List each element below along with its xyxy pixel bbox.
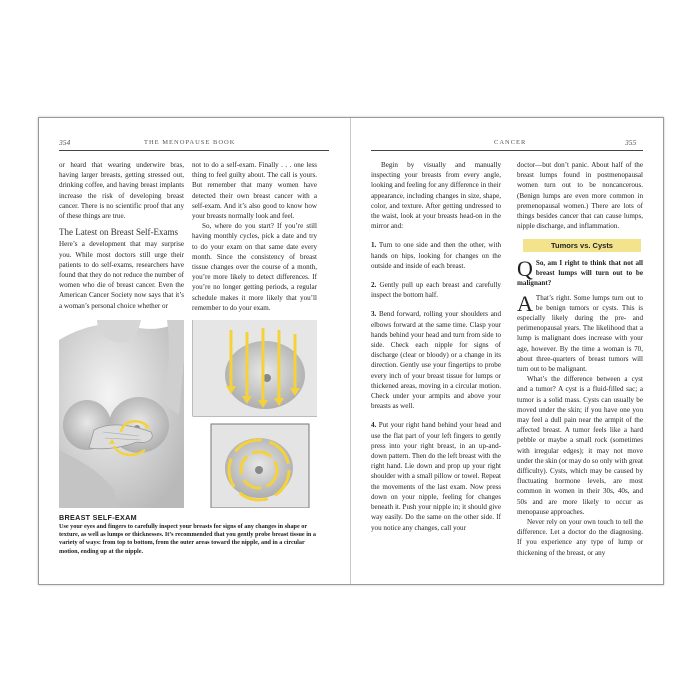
left-column-2 <box>192 160 317 313</box>
book-spread <box>38 117 664 585</box>
left-column-1 <box>59 160 184 311</box>
q-dropcap: Q <box>517 256 533 281</box>
step-number: 1. <box>371 241 377 250</box>
sidebar-qa <box>517 258 643 558</box>
step-2 <box>371 280 501 300</box>
paragraph: or heard that wearing underwire bras, having larger breasts, getting stressed out, drinking coffee, and having breast implants increase the risk of developing breast cancer. There is no scientific proof that any of these things are true. <box>59 161 184 221</box>
right-page-number: 355 <box>625 138 637 147</box>
question <box>517 258 643 289</box>
paragraph: Here’s a development that may surprise you. While most doctors still urge their patients to do self-exams, researchers have found that they do not reduce the number of women who die of breast cancer. Even the American Cancer Society now says that it’s a woman’s personal choice whether or <box>59 240 184 310</box>
answer <box>517 290 643 375</box>
step-4 <box>371 420 501 532</box>
step-3 <box>371 309 501 411</box>
step-number: 3. <box>371 310 377 319</box>
step-number: 4. <box>371 421 377 430</box>
paragraph: doctor—but don’t panic. About half of the breast lumps found in postmenopausal women turn out to be noncancerous. (Benign lumps are even more common in premenopausal women.) There are lots of things besides cancer that can cause lumps, nipple discharge, and inflammation. <box>517 161 643 231</box>
inset-vertical-pattern <box>193 320 317 416</box>
left-header-rule <box>59 150 329 151</box>
left-page-number: 354 <box>59 138 71 147</box>
torso-figure <box>59 320 184 508</box>
sidebar-title: Tumors vs. Cysts <box>523 239 641 252</box>
right-column-1 <box>371 160 501 533</box>
figure-caption: Use your eyes and fingers to carefully inspect your breasts for signs of any changes in shape or texture, as well as lumps or thicknesses. It’s recommended that you gently probe breast tissue in a variety of ways: from top to bottom, from the outer areas toward the nipple, and in a circular motion, ending up at the nipple. <box>59 523 317 555</box>
inset-circular-pattern <box>211 424 309 508</box>
step-text: Turn to one side and then the other, with hands on hips, looking for changes on the outside and inside of each breast. <box>371 241 501 270</box>
paragraph: not to do a self-exam. Finally . . . one less thing to feel guilty about. The call is yours. But remember that many women have detected their own breast cancer with a self-exam. And it’s also good to know how your breasts normally look and feel. <box>192 161 317 221</box>
step-number: 2. <box>371 281 377 290</box>
paragraph: So, where do you start? If you’re still having monthly cycles, pick a date and try to do your exam on that same date every month. Since the consistency of breast tissue changes over the course of a month, you’re more likely to detect differences. If you’re no longer getting periods, a regular schedule makes it more likely that you’ll remember to do your exam. <box>192 222 317 312</box>
paragraph: Begin by visually and manually inspecting your breasts from every angle, looking and feeling for any difference in their appearance, including changes in size, shape, color, and texture. After getting undressed to the waist, look at your breasts head-on in the mirror and: <box>371 161 501 231</box>
gutter <box>350 118 351 584</box>
right-running-head: CANCER <box>494 139 527 146</box>
a-dropcap: A <box>517 290 533 316</box>
answer-text: That’s right. Some lumps turn out to be benign tumors or cysts. This is especially likely during the pre- and perimenopausal years. The likelihood that a lump is malignant does increase with your age, however. By the time a woman is 70, about three-quarters of breast tumors will turn out to be malignant. <box>517 293 643 374</box>
right-header-rule <box>371 150 643 151</box>
breast-self-exam-illustration <box>59 320 317 508</box>
paragraph: What’s the difference between a cyst and a tumor? A cyst is a fluid-filled sac; a tumor is a solid mass. Cysts can usually be moved under the skin; if you have one you may feel a dull pain near the armpit of the affected breast. A tumor feels like a hard pebble or maybe a small rock (sometimes with irregular edges); it may not move under the skin (or may do so only with great difficulty). Cysts, which may be caused by fluctuating hormone levels, are most common in women in their 30s, 40s, and 50s and are more likely to occur as menopause approaches. <box>517 375 643 516</box>
paragraph: Never rely on your own touch to tell the difference. Let a doctor do the diagnosing. If you experience any type of lump or thickening of the breast, or any <box>517 518 643 557</box>
step-1 <box>371 240 501 271</box>
section-heading: The Latest on Breast Self-Exams <box>59 227 178 238</box>
question-text: So, am I right to think that not all breast lumps will turn out to be malignant? <box>517 259 643 288</box>
step-text: Put your right hand behind your head and use the flat part of your left fingers to gently press into your right breast, in an up-and-down pattern. Then do the left breast with the right hand. Lie down and prop up your right shoulder with a small pillow or towel. Repeat the movements of the last exam. Now press down on your nipple, feeling for changes beneath it. Push your nipple in; it should give way easily. Do the same on the other side. If you notice any changes, call your <box>371 421 501 532</box>
step-text: Gently pull up each breast and carefully inspect the bottom half. <box>371 281 501 300</box>
left-running-head: THE MENOPAUSE BOOK <box>144 139 236 146</box>
figure-caption-title: BREAST SELF-EXAM <box>59 513 137 522</box>
right-column-2 <box>517 160 643 231</box>
step-text: Bend forward, rolling your shoulders and elbows forward at the same time. Clasp your hands behind your head and turn from side to side. Check each nipple for signs of discharge (clear or bloody) or a change in its direction. Gently use your fingertips to probe every inch of your breast tissue for lumps or thickened areas, moving in a circular motion. Check under your armpits and above your breasts as well. <box>371 310 501 411</box>
